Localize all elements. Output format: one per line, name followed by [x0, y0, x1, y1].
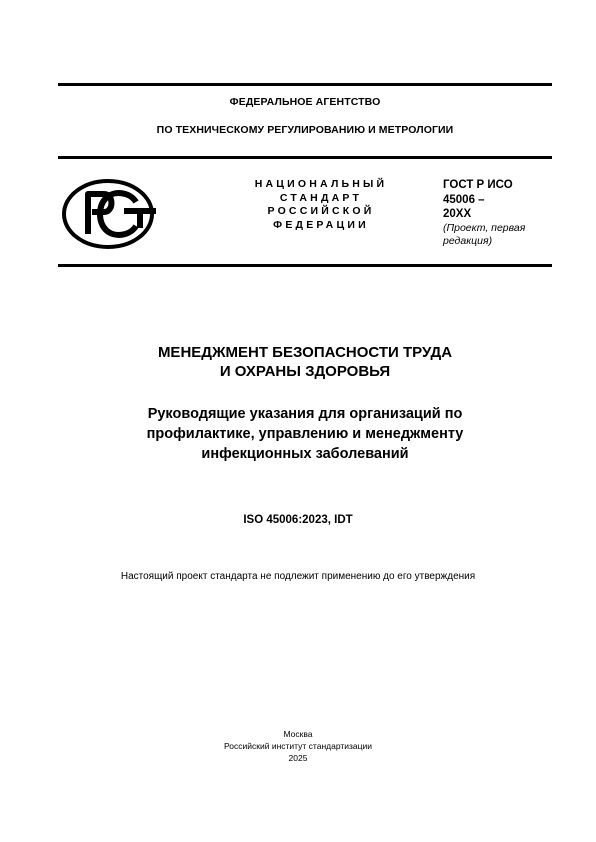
- top-rule: [58, 83, 552, 86]
- title-line-2: И ОХРАНЫ ЗДОРОВЬЯ: [219, 363, 391, 380]
- document-subtitle: [58, 404, 552, 464]
- footer-year: 2025: [288, 753, 308, 763]
- designation-line-2: 45006 –: [443, 193, 485, 206]
- national-standard-line-2: СТАНДАРТ: [279, 191, 363, 204]
- agency-line-2: ПО ТЕХНИЧЕСКОМУ РЕГУЛИРОВАНИЮ И МЕТРОЛОГИИ: [156, 124, 454, 136]
- iso-reference: ISO 45006:2023, IDT: [243, 514, 353, 526]
- national-standard-line-3: РОССИЙСКОЙ: [267, 205, 375, 217]
- standard-designation: [443, 178, 553, 249]
- designation-line-3: 20ХХ: [443, 208, 472, 220]
- header-rule: [58, 156, 552, 159]
- footer-city: Москва: [283, 729, 313, 739]
- designation-rule: [58, 264, 552, 267]
- draft-notice: Настоящий проект стандарта не подлежит применению до его утверждения: [120, 571, 476, 582]
- designation-note-line-2: редакция): [443, 235, 493, 247]
- national-standard-block: [218, 178, 424, 232]
- agency-line-1: ФЕДЕРАЛЬНОЕ АГЕНТСТВО: [229, 96, 381, 108]
- designation-line-1: ГОСТ Р ИСО: [443, 179, 513, 191]
- rst-certification-logo-icon: [62, 178, 162, 250]
- document-title: [58, 343, 552, 381]
- rst-logo: [62, 178, 162, 250]
- national-standard-line-1: НАЦИОНАЛЬНЫЙ: [254, 178, 388, 190]
- national-standard-line-4: ФЕДЕРАЦИИ: [273, 218, 369, 231]
- subtitle-line-1: Руководящие указания для организаций по: [147, 406, 463, 422]
- footer-publisher: Российский институт стандартизации: [224, 741, 372, 751]
- subtitle-line-3: инфекционных заболеваний: [201, 446, 409, 462]
- subtitle-line-2: профилактике, управлению и менеджменту: [146, 426, 464, 442]
- title-line-1: МЕНЕДЖМЕНТ БЕЗОПАСНОСТИ ТРУДА: [157, 344, 453, 361]
- designation-note-line-1: (Проект, первая: [443, 221, 526, 234]
